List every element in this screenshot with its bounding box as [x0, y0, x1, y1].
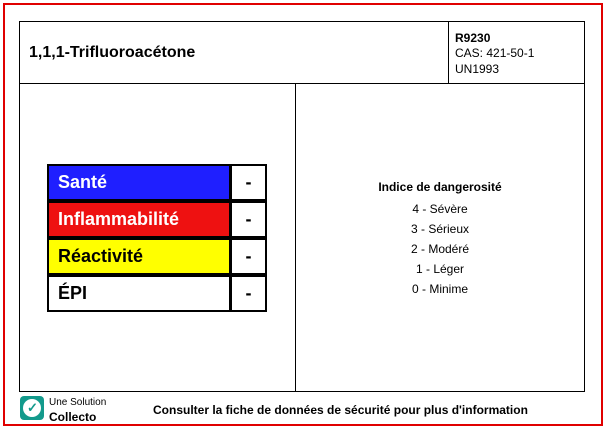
legend-item: 2 - Modéré: [410, 242, 470, 256]
hazard-row-flammability: [47, 201, 267, 238]
product-name: 1,1,1-Trifluoroacétone: [29, 44, 196, 61]
hazard-row-reactivity: [47, 238, 267, 275]
hazard-label-ppe: ÉPI: [47, 275, 231, 312]
product-code: R9230: [455, 31, 491, 45]
brand-name: Collecto: [49, 410, 97, 424]
hazard-row-ppe: [47, 275, 267, 312]
legend-item: 4 - Sévère: [412, 202, 468, 216]
hazard-value-ppe: -: [230, 275, 267, 312]
hazard-value-flammability: -: [230, 201, 267, 238]
legend-item: 0 - Minime: [411, 282, 468, 296]
hazard-label-health: Santé: [47, 164, 231, 201]
hazard-label-reactivity: Réactivité: [47, 238, 231, 275]
legend-item: 1 - Léger: [415, 262, 465, 276]
hazard-legend: [295, 180, 585, 299]
cas-number: CAS: 421-50-1: [455, 46, 535, 60]
collecto-logo-icon: ✓: [20, 396, 44, 420]
sds-notice: Consulter la fiche de données de sécurité pour plus d'information: [153, 403, 528, 417]
brand-tagline: Une Solution: [49, 397, 107, 408]
hazard-value-reactivity: -: [230, 238, 267, 275]
hazard-row-health: [47, 164, 267, 201]
hazard-value-health: -: [230, 164, 267, 201]
legend-title: Indice de dangerosité: [378, 180, 502, 194]
hazard-label-flammability: Inflammabilité: [47, 201, 231, 238]
legend-item: 3 - Sérieux: [410, 222, 470, 236]
un-number: UN1993: [455, 62, 500, 76]
